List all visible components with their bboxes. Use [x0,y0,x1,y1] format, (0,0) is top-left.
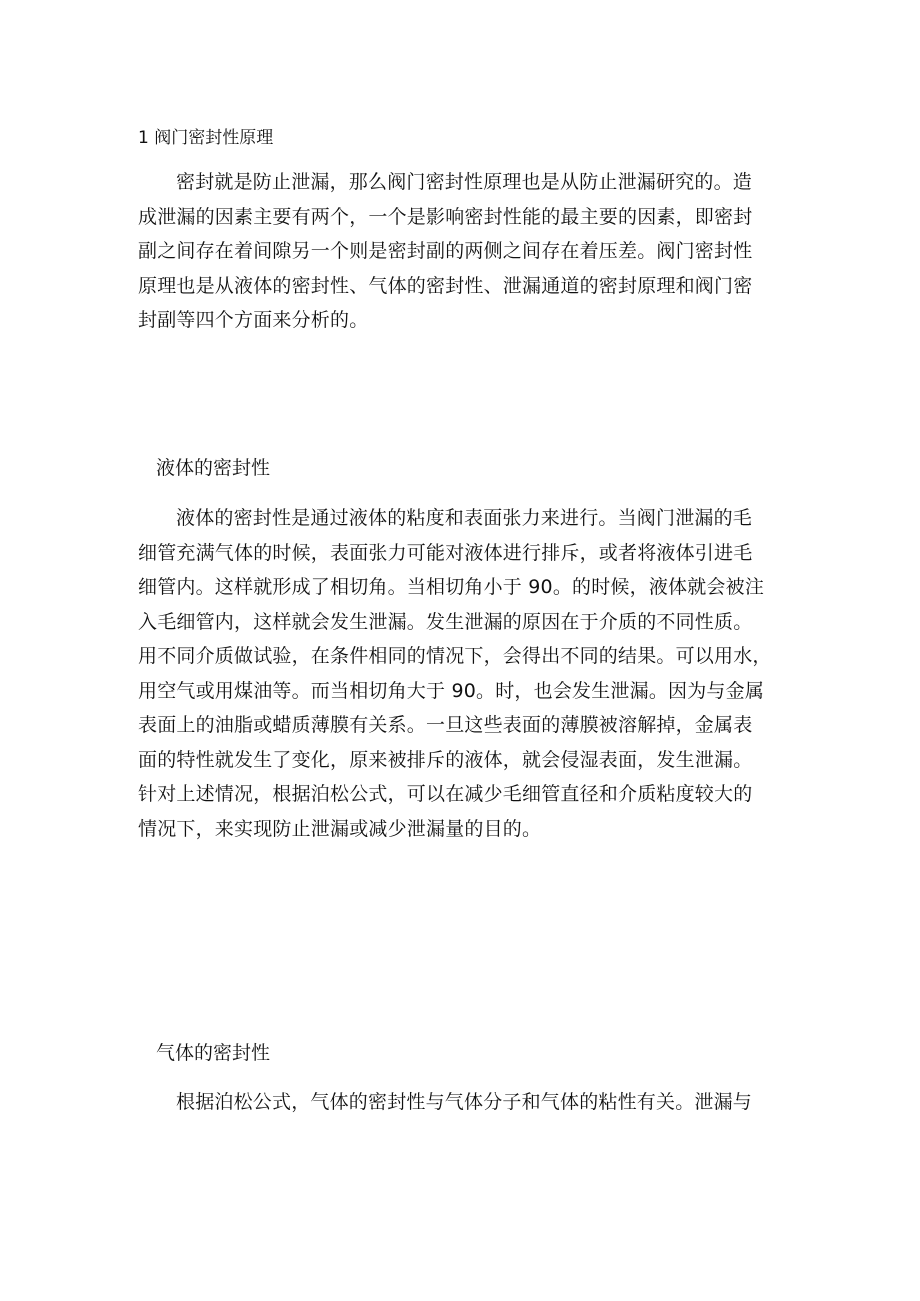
liquid-paragraph [138,501,788,846]
paragraph-line: 用不同介质做试验，在条件相同的情况下，会得出不同的结果。可以用水， [138,645,772,667]
paragraph-line: 副之间存在着间隙另一个则是密封副的两侧之间存在着压差。阀门密封性 [138,240,753,262]
gas-paragraph [138,1085,788,1120]
section-title-valve-sealing-principle: 1 阀门密封性原理 [138,128,274,148]
paragraph-line: 面的特性就发生了变化，原来被排斥的液体，就会侵湿表面，发生泄漏。 [138,748,753,771]
heading-gas-sealing: 气体的密封性 [156,1042,271,1064]
paragraph-line: 成泄漏的因素主要有两个，一个是影响密封性能的最主要的因素，即密封 [138,205,753,228]
paragraph-line: 针对上述情况，根据泊松公式，可以在减少毛细管直径和介质粘度较大的 [138,783,753,805]
paragraph-line: 入毛细管内，这样就会发生泄漏。发生泄漏的原因在于介质的不同性质。 [138,610,753,633]
paragraph-line: 表面上的油脂或蜡质薄膜有关系。一旦这些表面的薄膜被溶解掉，金属表 [138,714,753,736]
paragraph-line: 情况下，来实现防止泄漏或减少泄漏量的目的。 [138,817,542,840]
paragraph-line: 封副等四个方面来分析的。 [138,309,369,331]
paragraph-line: 根据泊松公式，气体的密封性与气体分子和气体的粘性有关。泄漏与 [176,1091,753,1113]
paragraph-line: 细管内。这样就形成了相切角。当相切角小于 90。的时候，液体就会被注 [138,576,765,598]
heading-liquid-sealing: 液体的密封性 [156,457,271,479]
paragraph-line: 用空气或用煤油等。而当相切角大于 90。时，也会发生泄漏。因为与金属 [138,679,765,702]
paragraph-line: 密封就是防止泄漏，那么阀门密封性原理也是从防止泄漏研究的。造 [176,171,753,193]
paragraph-line: 原理也是从液体的密封性、气体的密封性、泄漏通道的密封原理和阀门密 [138,274,753,297]
paragraph-line: 液体的密封性是通过液体的粘度和表面张力来进行。当阀门泄漏的毛 [176,507,753,529]
intro-paragraph [138,165,788,338]
paragraph-line: 细管充满气体的时候，表面张力可能对液体进行排斥，或者将液体引进毛 [138,541,753,564]
